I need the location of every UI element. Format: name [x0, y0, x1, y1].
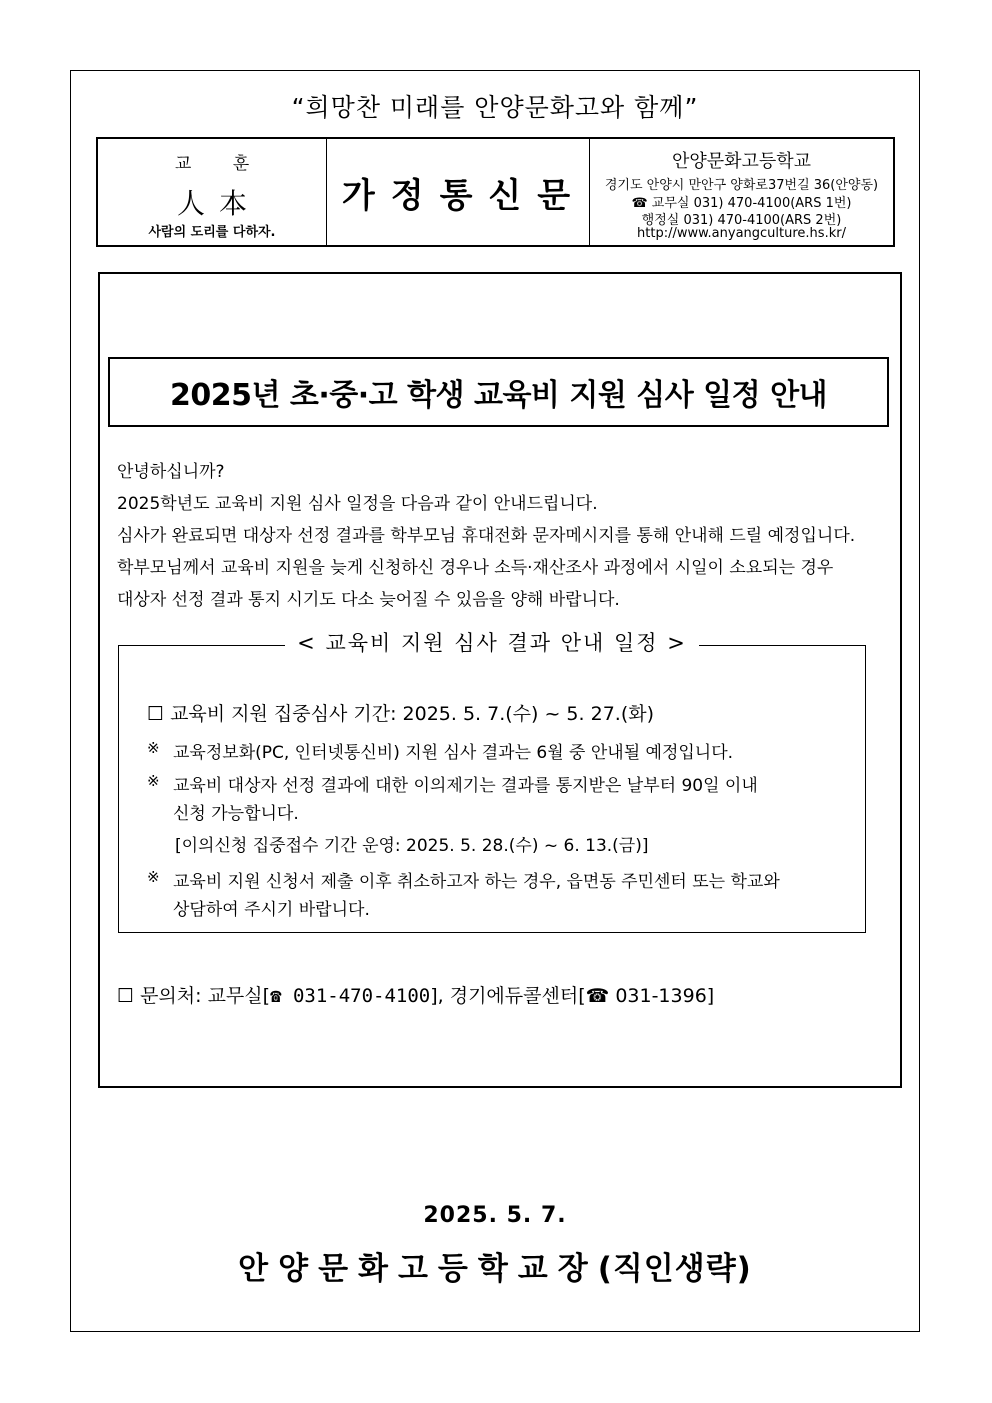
- contact-middle: ], 경기에듀콜센터[: [430, 985, 586, 1007]
- intro-text: [117, 456, 897, 616]
- schedule-box: [118, 631, 866, 933]
- issue-date: 2025. 5. 7.: [423, 1203, 567, 1228]
- school-phone-academic: ☎ 교무실 031) 470-4100(ARS 1번): [631, 196, 852, 211]
- school-phone-admin: 행정실 031) 470-4100(ARS 2번): [641, 213, 842, 228]
- phone-academic-office: ☎ 031-470-4100: [270, 985, 431, 1007]
- contact-info: [117, 981, 714, 1008]
- contact-suffix: ]: [706, 985, 715, 1007]
- motto-label: 교 훈: [174, 154, 268, 174]
- motto-main: 人本: [176, 187, 261, 220]
- newsletter-title: 가정통신문: [327, 139, 590, 245]
- school-address: 경기도 안양시 만안구 양화로37번길 36(안양동): [604, 178, 879, 193]
- note-mark-icon: ※: [147, 772, 160, 790]
- note-item: [147, 739, 857, 767]
- note-text: 교육정보화(PC, 인터넷통신비) 지원 심사 결과는 6월 중 안내될 예정입니다.: [173, 743, 734, 763]
- school-name: 안양문화고등학교: [671, 151, 812, 172]
- letterhead-table: [96, 137, 895, 247]
- note-text: 교육비 대상자 선정 결과에 대한 이의제기는 결과를 통지받은 날부터 90일 이내: [173, 776, 758, 796]
- intensive-review-period: ☐ 교육비 지원 집중심사 기간: 2025. 5. 7.(수) ~ 5. 27.(화): [147, 703, 654, 725]
- contact-prefix: ☐ 문의처: 교무실[: [117, 985, 271, 1007]
- signer-name: 안양문화고등학교장: [238, 1251, 598, 1287]
- note-text: 교육비 지원 신청서 제출 이후 취소하고자 하는 경우, 읍면동 주민센터 또는 학교와: [173, 872, 780, 892]
- intro-line: 학부모님께서 교육비 지원을 늦게 신청하신 경우나 소득·재산조사 과정에서 시일이 소요되는 경우: [117, 558, 834, 578]
- school-info-cell: [590, 139, 893, 245]
- appeal-period: [147, 832, 857, 860]
- slogan: “희망찬 미래를 안양문화고와 함께”: [291, 93, 699, 122]
- note-mark-icon: ※: [147, 739, 160, 757]
- note-text: 신청 가능합니다.: [173, 804, 299, 824]
- intro-line: 대상자 선정 결과 통지 시기도 다소 늦어질 수 있음을 양해 바랍니다.: [117, 590, 620, 610]
- note-text: 상담하여 주시기 바랍니다.: [173, 900, 370, 920]
- signer: [70, 1243, 920, 1288]
- note-item: [147, 868, 857, 924]
- intro-line: 심사가 완료되면 대상자 선정 결과를 학부모님 휴대전화 문자메시지를 통해 안내해 드릴 예정입니다.: [117, 526, 856, 546]
- motto-sub: 사람의 도리를 다하자.: [148, 225, 276, 240]
- note-mark-icon: ※: [147, 868, 160, 886]
- note-item: [147, 772, 857, 828]
- schedule-title: < 교육비 지원 심사 결과 안내 일정 >: [285, 631, 699, 655]
- signer-suffix: (직인생략): [597, 1251, 752, 1287]
- phone-edu-callcenter: ☎ 031-1396: [585, 985, 707, 1007]
- document-title: 2025년 초·중·고 학생 교육비 지원 심사 일정 안내: [108, 357, 889, 427]
- motto-cell: [98, 139, 327, 245]
- appeal-period-text: [이의신청 집중접수 기간 운영: 2025. 5. 28.(수) ~ 6. 13.(금)]: [175, 836, 649, 856]
- intro-line: 안녕하십니까?: [117, 462, 225, 482]
- school-website[interactable]: http://www.anyangculture.hs.kr/: [637, 226, 846, 241]
- intro-line: 2025학년도 교육비 지원 심사 일정을 다음과 같이 안내드립니다.: [117, 494, 598, 514]
